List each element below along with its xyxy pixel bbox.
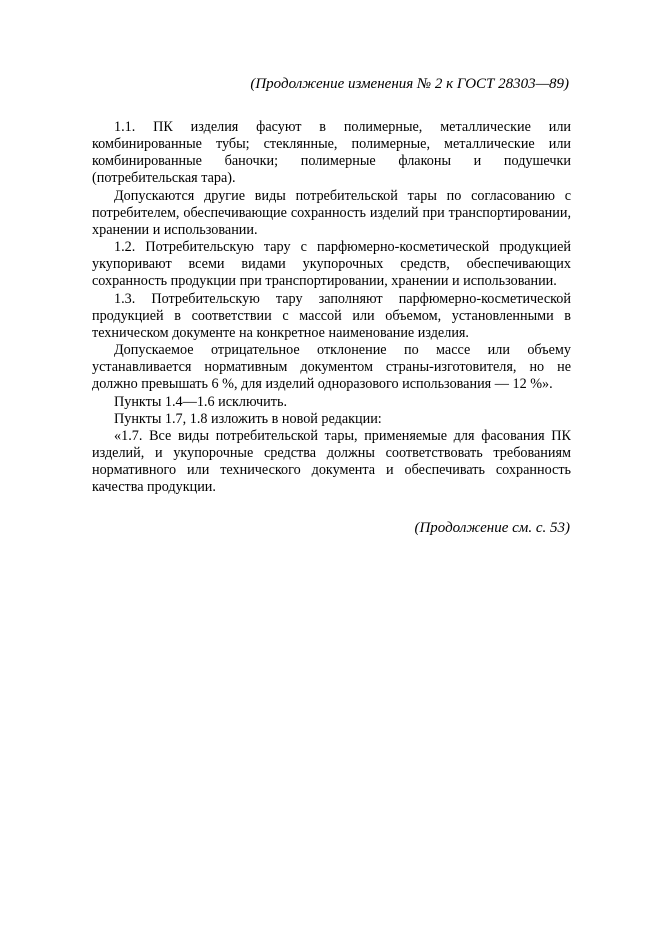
continuation-footer: (Продолжение см. с. 53) bbox=[414, 520, 570, 536]
paragraph-1-1-note: Допускаются другие виды потребительской тары по согласованию с потребителем, обеспечивающие сохранность изделий при транспортировании, хранении и использовании. bbox=[92, 187, 571, 238]
document-body bbox=[92, 119, 571, 496]
paragraph-1-3: 1.3. Потребительскую тару заполняют парфюмерно-косметической продукцией в соответствии с массой или объемом, установленными в техническом документе на конкретное наименование изделия. bbox=[92, 290, 571, 341]
paragraph-1-7: «1.7. Все виды потребительской тары, применяемые для фасования ПК изделий, и укупорочные средства должны соответствовать требованиям нормативного или технического документа и обеспечивать сохранность качества продукции. bbox=[92, 427, 571, 496]
paragraph-exclude: Пункты 1.4—1.6 исключить. bbox=[114, 393, 287, 410]
continuation-header: (Продолжение изменения № 2 к ГОСТ 28303—89) bbox=[250, 76, 569, 92]
paragraph-1-2: 1.2. Потребительскую тару с парфюмерно-косметической продукцией укупоривают всеми видами укупорочных средств, обеспечивающих сохранность продукции при транспортировании, хранении и использовании. bbox=[92, 239, 571, 290]
paragraph-1-1: 1.1. ПК изделия фасуют в полимерные, металлические или комбинированные тубы; стеклянные, полимерные, металлические или комбинированные баночки; полимерные флаконы и подушечки (потребительская тара). bbox=[92, 119, 571, 187]
paragraph-new-edition: Пункты 1.7, 1.8 изложить в новой редакции: bbox=[114, 410, 382, 427]
paragraph-1-3-tolerance: Допускаемое отрицательное отклонение по массе или объему устанавливается нормативным документом страны-изготовителя, но не должно превышать 6 %, для изделий одноразового использования — 12 %». bbox=[92, 342, 571, 393]
